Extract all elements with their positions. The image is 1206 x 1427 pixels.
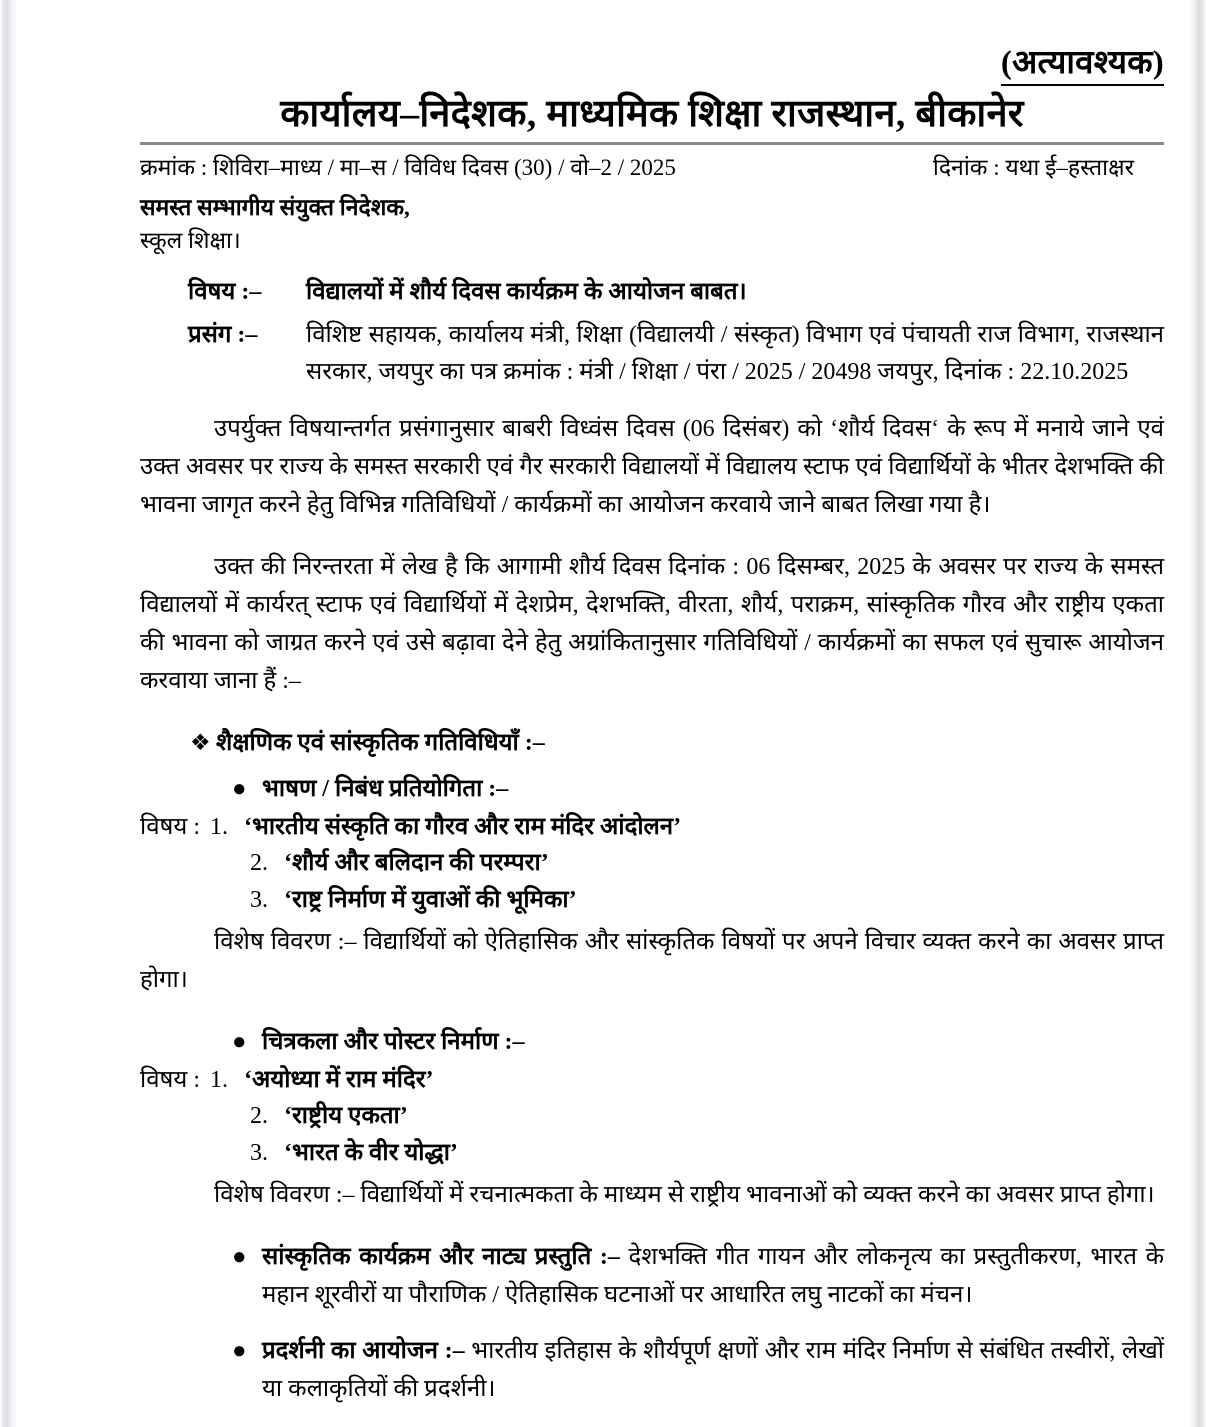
activity-title-row bbox=[232, 1024, 1164, 1060]
bullet-dot-icon: ● bbox=[232, 775, 247, 802]
activity-topics-list bbox=[140, 1062, 1164, 1171]
topic-list-label: विषय : bbox=[140, 1066, 201, 1093]
activity-bullet-rest: देशभक्ति गीत गायन और लोकनृत्य का प्रस्तुतीकरण, भारत के महान शूरवीरों या पौराणिक / ऐतिहासिक घटनाओं पर आधारित लघु नाटकों का मंचन। bbox=[262, 1244, 1164, 1309]
reference-row bbox=[188, 317, 1164, 391]
topic-row bbox=[250, 845, 1164, 881]
page-right-edge-shadow bbox=[1188, 0, 1206, 1427]
activity-bullet-item bbox=[232, 1333, 1164, 1409]
letterhead-meta-row bbox=[140, 151, 1164, 186]
activity-title: भाषण / निबंध प्रतियोगिता :– bbox=[262, 775, 509, 802]
document-content bbox=[140, 44, 1164, 1409]
addressee-line-2: स्कूल शिक्षा। bbox=[140, 228, 241, 254]
topic-text: ‘राष्ट्रीय एकता’ bbox=[284, 1103, 408, 1130]
subject-reference-block bbox=[188, 274, 1164, 392]
bullet-dot-icon: ● bbox=[232, 1337, 247, 1364]
urgent-mark: (अत्यावश्यक) bbox=[1001, 44, 1164, 86]
activities-heading-label: शैक्षणिक एवं सांस्कृतिक गतिविधियाँ :– bbox=[216, 729, 545, 756]
topic-text: ‘भारतीय संस्कृति का गौरव और राम मंदिर आंदोलन’ bbox=[244, 813, 682, 840]
file-number: क्रमांक : शिविरा–माध्य / मा–स / विविध दिवस (30) / वो–2 / 2025 bbox=[140, 154, 676, 180]
title-underline-rule bbox=[140, 142, 1164, 145]
activity-detail: विशेष विवरण :– विद्यार्थियों में रचनात्मकता के माध्यम से राष्ट्रीय भावनाओं को व्यक्त करने का अवसर प्राप्त होगा। bbox=[214, 1182, 1155, 1209]
topic-number: 3. bbox=[250, 886, 268, 913]
activity-bullet-item bbox=[232, 1239, 1164, 1315]
topic-number: 1. bbox=[210, 813, 229, 840]
reference-text: विशिष्ट सहायक, कार्यालय मंत्री, शिक्षा (विद्यालयी / संस्कृत) विभाग एवं पंचायती राज विभाग, राजस्थान सरकार, जयपुर का पत्र क्रमांक : मंत्री / शिक्षा / पंरा / 2025 / 20498 जयपुर, दिनांक : 22.10.2025 bbox=[306, 321, 1164, 386]
diamond-bullet-icon: ❖ bbox=[190, 729, 211, 755]
topic-number: 2. bbox=[250, 850, 268, 877]
activity-title: चित्रकला और पोस्टर निर्माण :– bbox=[262, 1028, 525, 1055]
activity-bullet-lead: सांस्कृतिक कार्यक्रम और नाट्य प्रस्तुति :– bbox=[262, 1244, 620, 1271]
topic-text: ‘भारत के वीर योद्धा’ bbox=[284, 1139, 458, 1166]
body-paragraph-2: उक्त की निरन्तरता में लेख है कि आगामी शौर्य दिवस दिनांक : 06 दिसम्बर, 2025 के अवसर पर राज्य के समस्त विद्यालयों में कार्यरत् स्टाफ एवं विद्यार्थियों में देशप्रेम, देशभक्ति, वीरता, शौर्य, पराक्रम, सांस्कृतिक गौरव और राष्ट्रीय एकता की भावना को जाग्रत करने एवं उसे बढ़ावा देने हेतु अग्रांकितानुसार गतिविधियों / कार्यक्रमों का सफल एवं सुचारू आयोजन करवाया जाना हैं :– bbox=[140, 554, 1164, 694]
body-paragraph-1: उपर्युक्त विषयान्तर्गत प्रसंगानुसार बाबरी विध्वंस दिवस (06 दिसंबर) को ‘शौर्य दिवस‘ के रूप में मनाये जाने एवं उक्त अवसर पर राज्य के समस्त सरकारी एवं गैर सरकारी विद्यालयों में विद्यालय स्टाफ एवं विद्यार्थियों के भीतर देशभक्ति की भावना जागृत करने हेतु विभिन्न गतिविधियों / कार्यक्रमों का आयोजन करवाये जाने बाबत लिखा गया है। bbox=[140, 416, 1164, 519]
topic-text: ‘अयोध्या में राम मंदिर’ bbox=[244, 1066, 434, 1093]
reference-label: प्रसंग :– bbox=[188, 321, 258, 348]
page-left-edge-shadow bbox=[0, 0, 18, 1427]
activity-topics-list bbox=[140, 809, 1164, 918]
urgent-mark-row bbox=[140, 44, 1164, 86]
activity-item bbox=[140, 1024, 1164, 1215]
topic-row bbox=[250, 1135, 1164, 1171]
topic-number: 2. bbox=[250, 1103, 268, 1130]
bullet-dot-icon: ● bbox=[232, 1244, 247, 1271]
subject-text: विद्यालयों में शौर्य दिवस कार्यक्रम के आयोजन बाबत। bbox=[306, 278, 747, 305]
addressee-block bbox=[140, 191, 1164, 258]
activities-section-heading bbox=[190, 725, 1164, 761]
bullet-dot-icon: ● bbox=[232, 1028, 247, 1055]
activity-bullet-body bbox=[262, 1239, 1164, 1315]
topic-list-label: विषय : bbox=[140, 813, 201, 840]
activity-item bbox=[140, 771, 1164, 1000]
activity-bullet-lead: प्रदर्शनी का आयोजन :– bbox=[262, 1337, 465, 1364]
topic-text: ‘शौर्य और बलिदान की परम्परा’ bbox=[284, 850, 549, 877]
page-title: कार्यालय–निदेशक, माध्यमिक शिक्षा राजस्थान, बीकानेर bbox=[280, 92, 1024, 135]
topic-number: 3. bbox=[250, 1139, 268, 1166]
activity-detail: विशेष विवरण :– विद्यार्थियों को ऐतिहासिक और सांस्कृतिक विषयों पर अपने विचार व्यक्त करने का अवसर प्राप्त होगा। bbox=[140, 929, 1164, 993]
addressee-line-1: समस्त सम्भागीय संयुक्त निदेशक, bbox=[140, 195, 410, 221]
subject-label: विषय :– bbox=[188, 278, 262, 305]
topic-text: ‘राष्ट्र निर्माण में युवाओं की भूमिका’ bbox=[284, 886, 577, 913]
topic-row bbox=[250, 882, 1164, 918]
subject-row bbox=[188, 274, 1164, 311]
topic-number: 1. bbox=[210, 1066, 229, 1093]
topic-row bbox=[140, 809, 1164, 845]
date-line: दिनांक : यथा ई–हस्ताक्षर bbox=[932, 154, 1134, 180]
activity-bullet-body bbox=[262, 1333, 1164, 1409]
activity-bullet-rest: भारतीय इतिहास के शौर्यपूर्ण क्षणों और राम मंदिर निर्माण से संबंधित तस्वीरों, लेखों या कलाकृतियों की प्रदर्शनी। bbox=[262, 1337, 1164, 1402]
topic-row bbox=[140, 1062, 1164, 1098]
topic-row bbox=[250, 1098, 1164, 1134]
activity-title-row bbox=[232, 771, 1164, 807]
